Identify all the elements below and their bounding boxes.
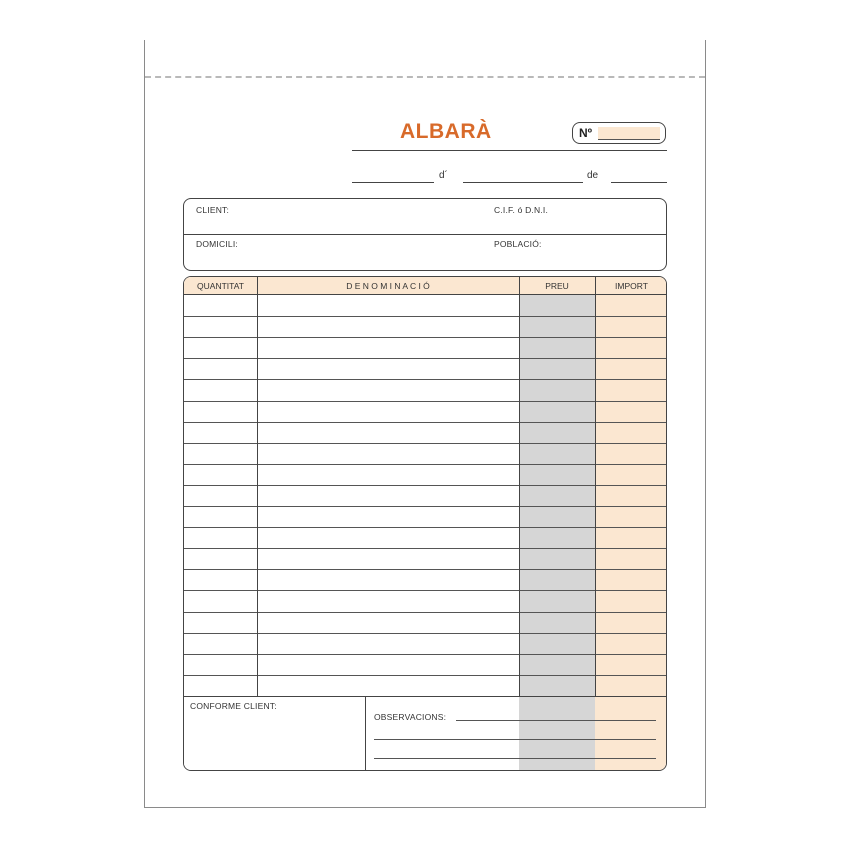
date-d-label: d´ xyxy=(439,170,448,181)
number-label: Nº xyxy=(579,126,593,140)
import-column xyxy=(595,295,666,770)
document-title: ALBARÀ xyxy=(400,120,492,143)
poblacio-label: POBLACIÓ: xyxy=(494,239,542,249)
number-field[interactable] xyxy=(572,122,666,144)
date-de-label: de xyxy=(587,170,599,181)
observacions-label: OBSERVACIONS: xyxy=(374,712,447,722)
divider-preu xyxy=(595,277,596,696)
perforation-line xyxy=(145,76,705,78)
footer-divider xyxy=(365,696,366,771)
observacions-line-3[interactable] xyxy=(374,758,656,759)
observacions-line-2[interactable] xyxy=(374,739,656,740)
header-denominacio: D E N O M I N A C I Ó xyxy=(257,277,519,295)
divider-quantitat xyxy=(257,277,258,696)
header-quantitat: QUANTITAT xyxy=(184,277,257,295)
preu-column xyxy=(519,295,595,770)
client-label: CLIENT: xyxy=(196,205,230,215)
client-info-box xyxy=(183,198,667,271)
divider-denominacio xyxy=(519,277,520,696)
number-input-area[interactable] xyxy=(598,127,660,140)
observacions-line-1[interactable] xyxy=(456,720,656,721)
delivery-note-sheet xyxy=(144,40,706,808)
header-import: IMPORT xyxy=(595,277,667,295)
cif-label: C.I.F. ó D.N.I. xyxy=(494,205,549,215)
items-table xyxy=(183,276,667,771)
header-preu: PREU xyxy=(519,277,595,295)
conforme-client-label: CONFORME CLIENT: xyxy=(190,701,277,711)
title-underline xyxy=(352,150,667,151)
footer-separator xyxy=(184,696,666,697)
date-month-line[interactable] xyxy=(463,182,583,183)
client-box-divider xyxy=(184,234,666,235)
domicili-label: DOMICILI: xyxy=(196,239,238,249)
date-day-line[interactable] xyxy=(352,182,434,183)
date-year-line[interactable] xyxy=(611,182,667,183)
